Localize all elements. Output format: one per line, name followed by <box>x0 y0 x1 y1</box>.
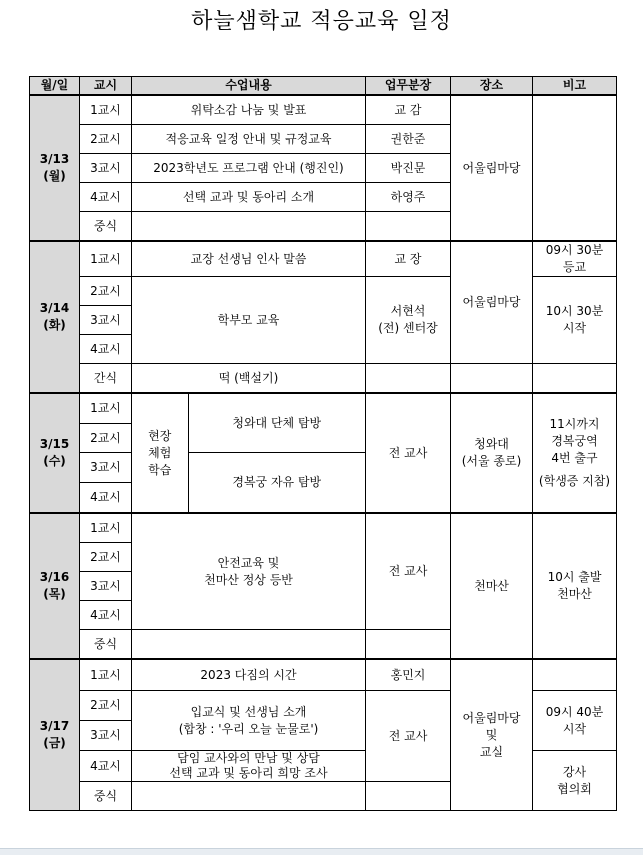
period-cell: 1교시 <box>80 393 132 423</box>
place-cell: 청와대 (서울 종로) <box>451 393 533 513</box>
content-cell <box>132 393 366 513</box>
staff-cell: 서현석 (전) 센터장 <box>366 277 451 364</box>
place-cell: 천마산 <box>451 513 533 659</box>
period-cell: 2교시 <box>80 543 132 572</box>
content-cell: 입교식 및 선생님 소개 (합창 : '우리 오늘 눈물로') <box>132 691 366 751</box>
table-row <box>30 393 617 423</box>
period-cell: 4교시 <box>80 751 132 782</box>
date-cell-mon: 3/13 (월) <box>30 95 80 241</box>
place-cell: 어울림마당 <box>451 241 533 364</box>
header-content: 수업내용 <box>132 77 366 96</box>
staff-cell: 교 장 <box>366 241 451 277</box>
period-cell: 1교시 <box>80 95 132 125</box>
place-cell: 어울림마당 및 교실 <box>451 659 533 811</box>
period-cell: 2교시 <box>80 277 132 306</box>
note-cell: 10시 출발 천마산 <box>533 513 617 659</box>
content-cell: 떡 (백설기) <box>132 364 366 394</box>
header-period: 교시 <box>80 77 132 96</box>
content-cell: 교장 선생님 인사 말씀 <box>132 241 366 277</box>
page-title: 하늘샘학교 적응교육 일정 <box>191 9 452 34</box>
period-cell: 2교시 <box>80 125 132 154</box>
period-cell: 3교시 <box>80 306 132 335</box>
content-cell: 청와대 단체 탐방 <box>188 394 365 453</box>
content-cell: 담임 교사와의 만남 및 상담 선택 교과 및 동아리 희망 조사 <box>132 751 366 782</box>
content-cell: 경복궁 자유 탐방 <box>232 475 322 489</box>
staff-cell <box>366 212 451 242</box>
period-cell: 4교시 <box>80 601 132 630</box>
period-cell: 중식 <box>80 630 132 660</box>
table-row <box>30 95 617 125</box>
period-cell: 4교시 <box>80 183 132 212</box>
field-trip-subtable <box>132 394 365 512</box>
period-cell: 2교시 <box>80 423 132 453</box>
content-cell <box>132 630 366 660</box>
table-row <box>30 364 617 394</box>
staff-cell: 박진문 <box>366 154 451 183</box>
period-cell: 간식 <box>80 364 132 394</box>
header-note: 비고 <box>533 77 617 96</box>
table-row <box>30 659 617 691</box>
staff-cell: 홍민지 <box>366 659 451 691</box>
period-cell: 1교시 <box>80 659 132 691</box>
note-cell <box>533 659 617 691</box>
note-cell: 10시 30분 시작 <box>533 277 617 364</box>
date-cell-tue: 3/14 (화) <box>30 241 80 393</box>
period-cell: 3교시 <box>80 721 132 751</box>
table-row <box>30 513 617 543</box>
content-cell: 2023 다짐의 시간 <box>132 659 366 691</box>
staff-cell: 전 교사 <box>366 513 451 630</box>
date-cell-fri: 3/17 (금) <box>30 659 80 811</box>
period-cell: 3교시 <box>80 453 132 483</box>
note-cell: 09시 30분 등교 <box>533 241 617 277</box>
period-cell: 2교시 <box>80 691 132 721</box>
note-cell: 09시 40분 시작 <box>533 691 617 751</box>
header-date: 월/일 <box>30 77 80 96</box>
period-cell: 중식 <box>80 212 132 242</box>
period-cell: 4교시 <box>80 335 132 364</box>
date-cell-thu: 3/16 (목) <box>30 513 80 659</box>
content-cell: 선택 교과 및 동아리 소개 <box>132 183 366 212</box>
period-cell: 1교시 <box>80 241 132 277</box>
staff-cell: 권한준 <box>366 125 451 154</box>
staff-cell: 전 교사 <box>366 393 451 513</box>
header-row <box>30 77 617 96</box>
date-cell-wed: 3/15 (수) <box>30 393 80 513</box>
field-trip-label: 현장 체험 학습 <box>132 394 188 512</box>
note-cell: 강사 협의회 <box>533 751 617 811</box>
content-cell: 적응교육 일정 안내 및 규정교육 <box>132 125 366 154</box>
table-row <box>30 241 617 277</box>
place-cell <box>451 364 533 394</box>
content-cell <box>132 212 366 242</box>
content-cell: 안전교육 및 천마산 정상 등반 <box>132 513 366 630</box>
staff-cell: 교 감 <box>366 95 451 125</box>
staff-cell: 하영주 <box>366 183 451 212</box>
content-cell: 2023학년도 프로그램 안내 (행진인) <box>132 154 366 183</box>
period-cell: 중식 <box>80 782 132 811</box>
staff-cell <box>366 630 451 660</box>
schedule-table <box>29 76 617 811</box>
header-staff: 업무분장 <box>366 77 451 96</box>
period-cell: 3교시 <box>80 572 132 601</box>
staff-cell <box>366 782 451 811</box>
period-cell: 1교시 <box>80 513 132 543</box>
note-cell <box>533 364 617 394</box>
header-place: 장소 <box>451 77 533 96</box>
note-cell: 11시까지 경복궁역 4번 출구 (학생증 지참) <box>533 393 617 513</box>
staff-cell: 전 교사 <box>366 691 451 782</box>
place-cell: 어울림마당 <box>451 95 533 241</box>
content-cell: 위탁소감 나눔 및 발표 <box>132 95 366 125</box>
period-cell: 3교시 <box>80 154 132 183</box>
note-cell <box>533 95 617 241</box>
period-cell: 4교시 <box>80 483 132 513</box>
content-cell: 학부모 교육 <box>132 277 366 364</box>
content-cell <box>132 782 366 811</box>
staff-cell <box>366 364 451 394</box>
